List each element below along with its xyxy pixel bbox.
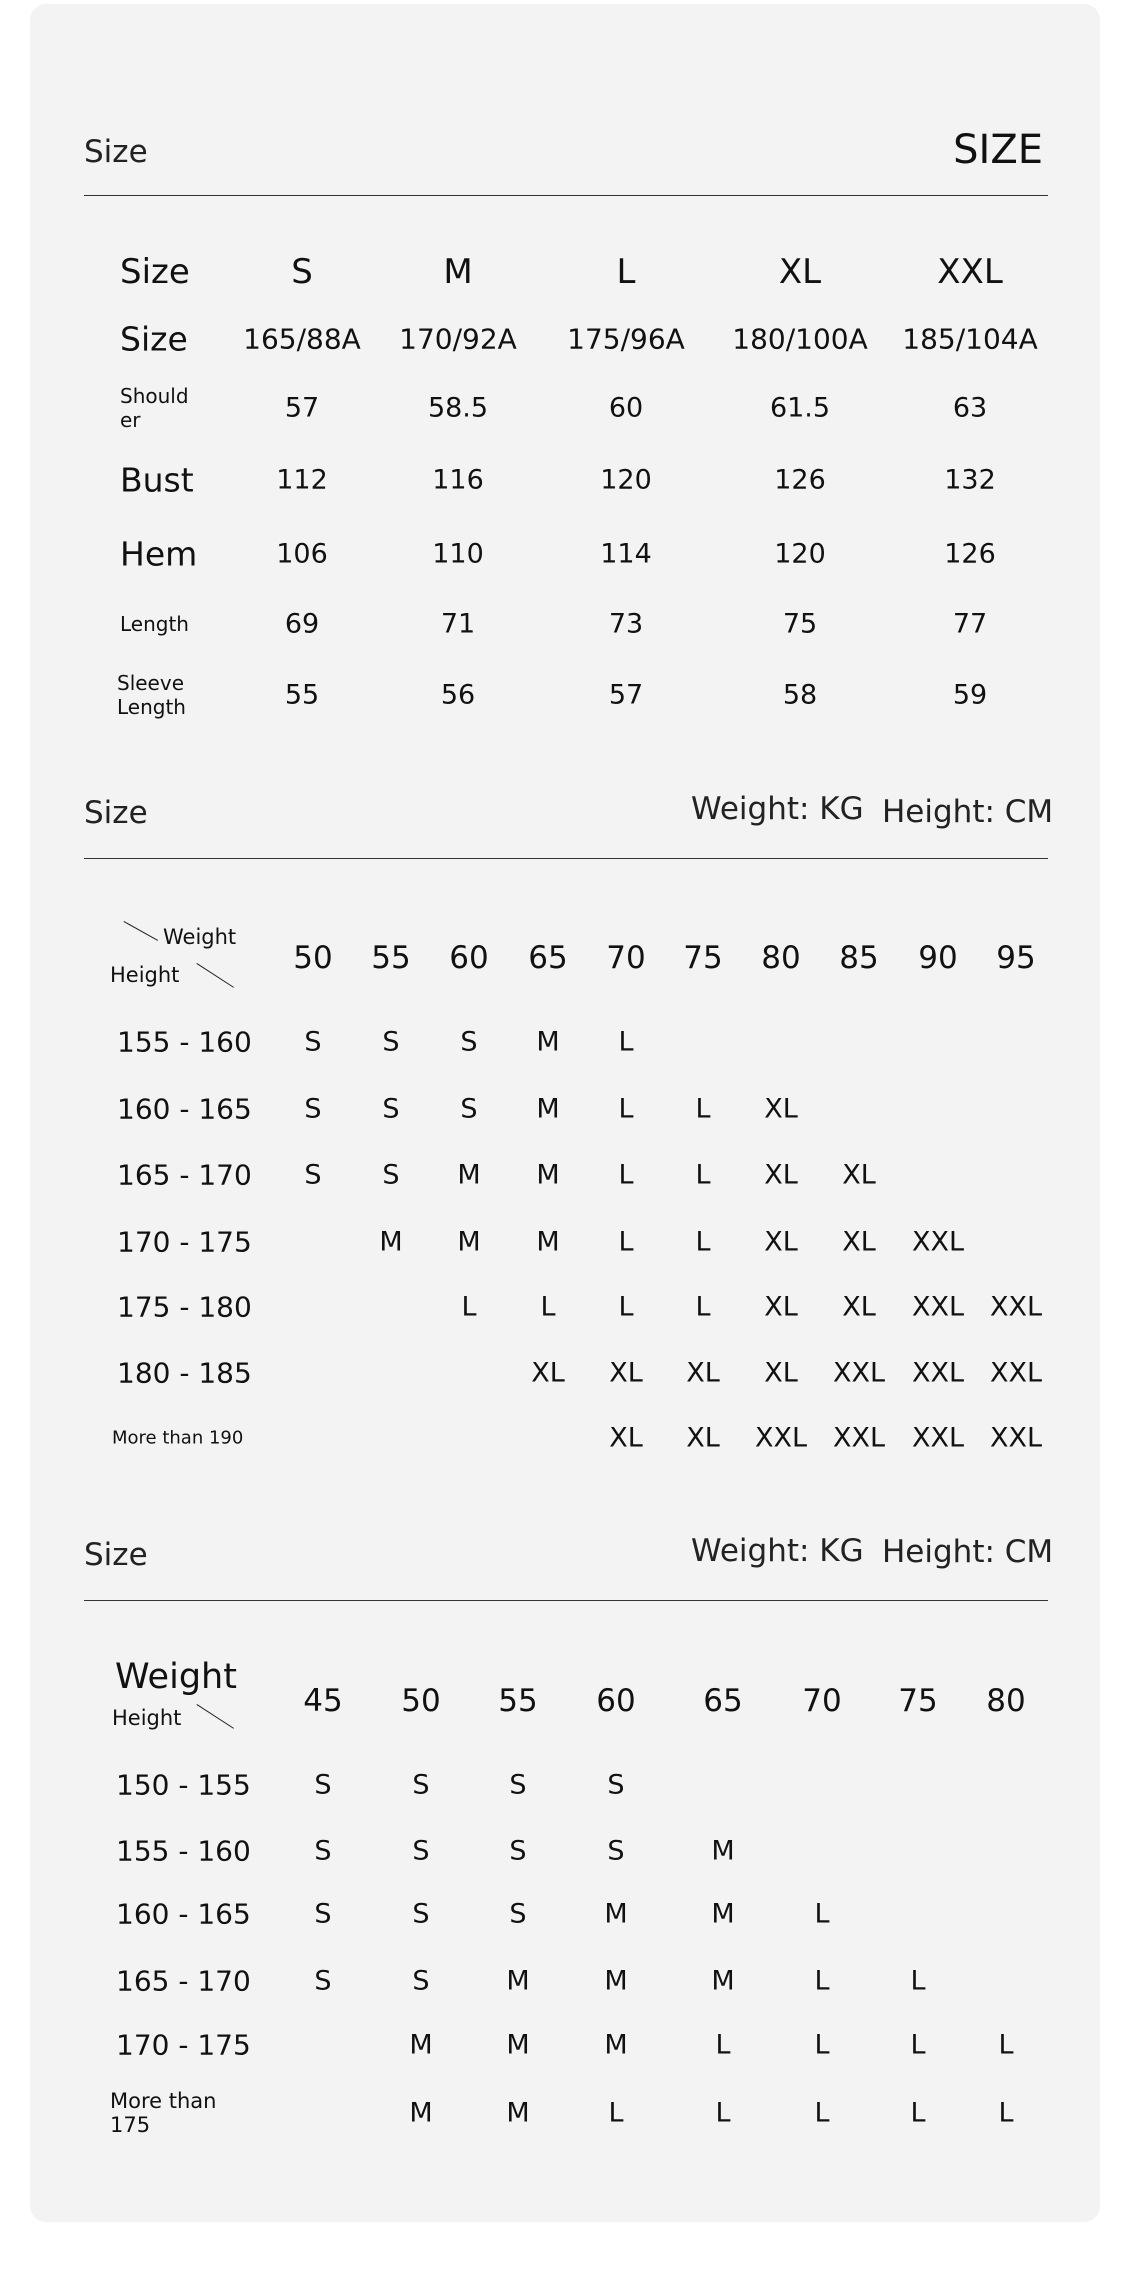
table-cell: 120	[774, 538, 826, 570]
size-cell: XL	[764, 1159, 798, 1191]
height-row-label: 165 - 170	[116, 1964, 251, 1998]
table-cell: 126	[944, 538, 996, 570]
size-cell: XXL	[832, 1422, 886, 1454]
size-cell: M	[604, 1965, 628, 1997]
table-cell: 165/88A	[243, 322, 361, 356]
size-cell: S	[460, 1093, 478, 1125]
section-1-divider	[84, 195, 1048, 196]
table-cell: 59	[952, 679, 988, 711]
size-cell: S	[314, 1835, 332, 1867]
weight-header-75: 75	[898, 1683, 938, 1719]
size-cell: M	[711, 1898, 735, 1930]
size-cell: L	[715, 2097, 731, 2129]
row-label-2: Bust	[120, 460, 194, 500]
table-cell: 71	[440, 608, 476, 640]
size-cell: S	[304, 1026, 322, 1058]
size-cell: S	[412, 1898, 430, 1930]
size-cell: L	[618, 1093, 634, 1125]
table-cell: 58	[782, 679, 818, 711]
size-cell: M	[409, 2097, 433, 2129]
table-cell: 60	[608, 392, 644, 424]
height-row-label: 180 - 185	[117, 1356, 252, 1390]
table-cell: 116	[432, 464, 484, 496]
table-cell: 75	[782, 608, 818, 640]
table-cell: 106	[276, 538, 328, 570]
size-cell: S	[412, 1835, 430, 1867]
size-cell: XL	[842, 1226, 876, 1258]
weight-header-85: 85	[839, 940, 879, 976]
size-cell: S	[607, 1769, 625, 1801]
height-row-label: 175 - 180	[117, 1290, 252, 1324]
size-cell: L	[814, 1898, 830, 1930]
size-cell: XXL	[989, 1291, 1043, 1323]
size-cell: XXL	[754, 1422, 808, 1454]
height-row-label: 155 - 160	[116, 1834, 251, 1868]
size-cell: L	[608, 2097, 624, 2129]
size-cell: XL	[764, 1357, 798, 1389]
size-cell: M	[536, 1026, 560, 1058]
table-cell: 126	[774, 464, 826, 496]
size-cell: XL	[842, 1291, 876, 1323]
weight-header-65: 65	[703, 1683, 743, 1719]
weight-header-45: 45	[303, 1683, 343, 1719]
size-cell: M	[506, 2097, 530, 2129]
size-cell: M	[409, 2029, 433, 2061]
table-cell: 170/92A	[399, 322, 517, 356]
size-cell: L	[461, 1291, 477, 1323]
table-cell: 175/96A	[567, 322, 685, 356]
corner-weight-label: Weight	[163, 925, 237, 949]
size-cell: S	[412, 1769, 430, 1801]
size-cell: L	[814, 1965, 830, 1997]
row-label-0: Size	[120, 319, 188, 359]
size-cell: L	[910, 2097, 926, 2129]
size-cell: S	[382, 1026, 400, 1058]
size-cell: S	[509, 1769, 527, 1801]
height-row-label: 160 - 165	[117, 1092, 252, 1126]
size-cell: L	[695, 1226, 711, 1258]
weight-header-50: 50	[401, 1683, 441, 1719]
size-cell: XXL	[989, 1422, 1043, 1454]
section-1-size-label: SIZE	[953, 127, 1043, 173]
weight-header-80: 80	[986, 1683, 1026, 1719]
table-cell: 180/100A	[732, 322, 868, 356]
table-cell: 61.5	[769, 392, 831, 424]
section-3-height-unit: Height: CM	[882, 1534, 1054, 1570]
size-cell: M	[711, 1965, 735, 1997]
size-cell: S	[304, 1093, 322, 1125]
size-cell: M	[536, 1226, 560, 1258]
table-cell: 57	[608, 679, 644, 711]
weight-header-80: 80	[761, 940, 801, 976]
table-cell: 58.5	[427, 392, 489, 424]
size-cell: M	[604, 1898, 628, 1930]
size-cell: L	[998, 2097, 1014, 2129]
size-cell: S	[314, 1898, 332, 1930]
corner-height-label: Height	[110, 963, 180, 987]
size-cell: XXL	[989, 1357, 1043, 1389]
table-cell: 73	[608, 608, 644, 640]
size-cell: S	[509, 1835, 527, 1867]
section-1-title: Size	[84, 134, 148, 170]
size-cell: L	[618, 1226, 634, 1258]
table-cell: 55	[284, 679, 320, 711]
size-cell: L	[814, 2029, 830, 2061]
corner-weight-label-3: Weight	[115, 1657, 237, 1697]
size-cell: XXL	[832, 1357, 886, 1389]
weight-header-70: 70	[802, 1683, 842, 1719]
section-3-divider	[84, 1600, 1048, 1601]
corner-height-label-3: Height	[112, 1706, 182, 1730]
table-cell: 57	[284, 392, 320, 424]
weight-header-55: 55	[498, 1683, 538, 1719]
size-cell: M	[506, 2029, 530, 2061]
weight-header-90: 90	[918, 940, 958, 976]
size-cell: S	[314, 1769, 332, 1801]
size-cell: XXL	[911, 1422, 965, 1454]
size-cell: L	[618, 1159, 634, 1191]
weight-header-55: 55	[371, 940, 411, 976]
weight-header-65: 65	[528, 940, 568, 976]
size-cell: M	[506, 1965, 530, 1997]
height-row-label: 160 - 165	[116, 1897, 251, 1931]
section-3-weight-unit: Weight: KG	[691, 1533, 864, 1569]
size-cell: XXL	[911, 1226, 965, 1258]
size-cell: S	[304, 1159, 322, 1191]
table-cell: 77	[952, 608, 988, 640]
size-cell: L	[715, 2029, 731, 2061]
size-cell: XL	[764, 1226, 798, 1258]
table-header-label: Size	[120, 252, 190, 292]
size-cell: S	[314, 1965, 332, 1997]
table-cell: 120	[600, 464, 652, 496]
table-header-xl: XL	[778, 252, 822, 292]
size-cell: XL	[764, 1291, 798, 1323]
row-label-3: Hem	[120, 534, 198, 574]
size-cell: L	[814, 2097, 830, 2129]
size-cell: XL	[531, 1357, 565, 1389]
table-cell: 114	[600, 538, 652, 570]
size-cell: XL	[609, 1422, 643, 1454]
section-2-weight-unit: Weight: KG	[691, 791, 864, 827]
size-cell: S	[382, 1159, 400, 1191]
size-cell: XL	[686, 1422, 720, 1454]
size-cell: XXL	[911, 1357, 965, 1389]
table-header-s: S	[291, 252, 313, 292]
table-cell: 132	[944, 464, 996, 496]
section-2-title: Size	[84, 795, 148, 831]
table-cell: 110	[432, 538, 484, 570]
row-label-5: Sleeve Length	[117, 671, 186, 719]
size-cell: XL	[686, 1357, 720, 1389]
size-cell: L	[618, 1291, 634, 1323]
size-cell: S	[607, 1835, 625, 1867]
size-cell: XXL	[911, 1291, 965, 1323]
size-cell: M	[604, 2029, 628, 2061]
size-cell: L	[910, 1965, 926, 1997]
height-row-label: 155 - 160	[117, 1025, 252, 1059]
height-row-label: More than 175	[110, 2089, 217, 2137]
size-cell: L	[540, 1291, 556, 1323]
section-3-title: Size	[84, 1537, 148, 1573]
table-header-l: L	[616, 252, 636, 292]
table-cell: 185/104A	[902, 322, 1038, 356]
size-cell: L	[618, 1026, 634, 1058]
weight-header-75: 75	[683, 940, 723, 976]
size-cell: XL	[764, 1093, 798, 1125]
weight-header-60: 60	[449, 940, 489, 976]
size-cell: S	[509, 1898, 527, 1930]
height-row-label: 150 - 155	[116, 1768, 251, 1802]
weight-header-60: 60	[596, 1683, 636, 1719]
table-header-m: M	[443, 252, 473, 292]
height-row-label: More than 190	[112, 1427, 244, 1449]
size-cell: S	[460, 1026, 478, 1058]
size-cell: XL	[842, 1159, 876, 1191]
size-cell: L	[910, 2029, 926, 2061]
size-cell: M	[379, 1226, 403, 1258]
weight-header-95: 95	[996, 940, 1036, 976]
height-row-label: 165 - 170	[117, 1158, 252, 1192]
row-label-1: Should er	[120, 384, 189, 432]
table-header-xxl: XXL	[937, 252, 1003, 292]
size-cell: S	[412, 1965, 430, 1997]
size-cell: M	[457, 1159, 481, 1191]
size-cell: XL	[609, 1357, 643, 1389]
section-2-height-unit: Height: CM	[882, 794, 1054, 830]
table-cell: 112	[276, 464, 328, 496]
height-row-label: 170 - 175	[117, 1225, 252, 1259]
table-cell: 69	[284, 608, 320, 640]
size-cell: S	[382, 1093, 400, 1125]
size-cell: L	[695, 1093, 711, 1125]
size-cell: M	[536, 1159, 560, 1191]
weight-header-50: 50	[293, 940, 333, 976]
size-cell: L	[695, 1159, 711, 1191]
row-label-4: Length	[120, 612, 189, 636]
table-cell: 63	[952, 392, 988, 424]
weight-header-70: 70	[606, 940, 646, 976]
size-cell: M	[536, 1093, 560, 1125]
size-cell: L	[998, 2029, 1014, 2061]
size-cell: M	[711, 1835, 735, 1867]
table-cell: 56	[440, 679, 476, 711]
section-2-divider	[84, 858, 1048, 859]
height-row-label: 170 - 175	[116, 2028, 251, 2062]
size-cell: L	[695, 1291, 711, 1323]
size-cell: M	[457, 1226, 481, 1258]
